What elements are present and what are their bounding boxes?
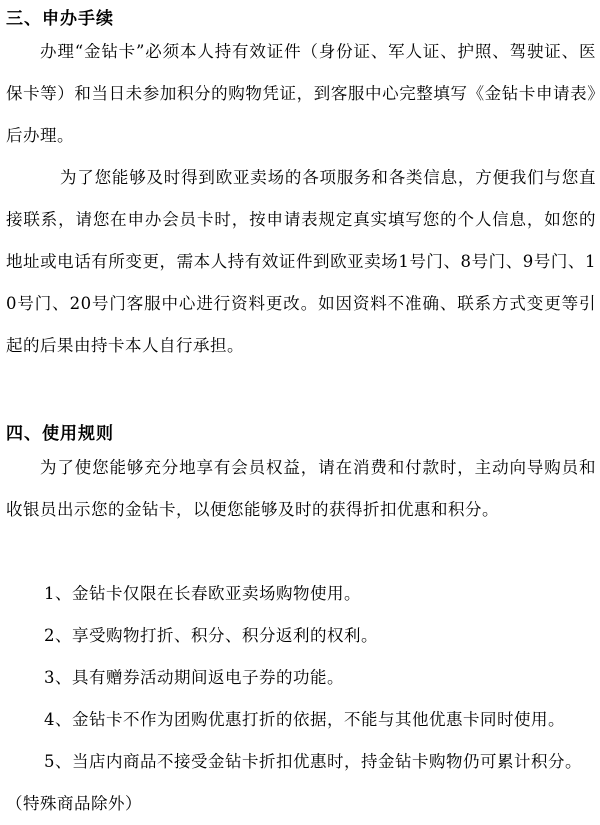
paragraph-application-requirements: 办理“金钻卡”必须本人持有效证件（身份证、军人证、护照、驾驶证、医保卡等）和当日未参加积分的购物凭证，到客服中心完整填写《金钻卡申请表》后办理。 xyxy=(6,42,596,145)
rule-item-4: 4、金钻卡不作为团购优惠打折的依据，不能与其他优惠卡同时使用。 xyxy=(44,710,565,729)
paragraph-information-update: 为了您能够及时得到欧亚卖场的各项服务和各类信息，方便我们与您直接联系，请您在申办会员卡时，按申请表规定真实填写您的个人信息，如您的地址或电话有所变更，需本人持有效证件到欧亚卖场1号门、8号门、9号门、10号门、20号门客服中心进行资料更改。如因资料不准确、联系方式变更等引起的后果由持卡本人自行承担。 xyxy=(6,168,596,355)
rule-item-5: 5、当店内商品不接受金钻卡折扣优惠时，持金钻卡购物仍可累计积分。（特殊商品除外） xyxy=(6,752,582,813)
paragraph-usage-intro: 为了使您能够充分地享有会员权益，请在消费和付款时，主动向导购员和收银员出示您的金钻卡，以便您能够及时的获得折扣优惠和积分。 xyxy=(6,458,596,519)
section-heading-usage-rules: 四、使用规则 xyxy=(6,424,114,444)
section-heading-application: 三、申办手续 xyxy=(6,9,114,29)
rule-item-2: 2、享受购物打折、积分、积分返利的权利。 xyxy=(44,626,378,645)
rule-item-3: 3、具有赠券活动期间返电子券的功能。 xyxy=(44,668,344,687)
rule-item-1: 1、金钻卡仅限在长春欧亚卖场购物使用。 xyxy=(44,584,361,603)
